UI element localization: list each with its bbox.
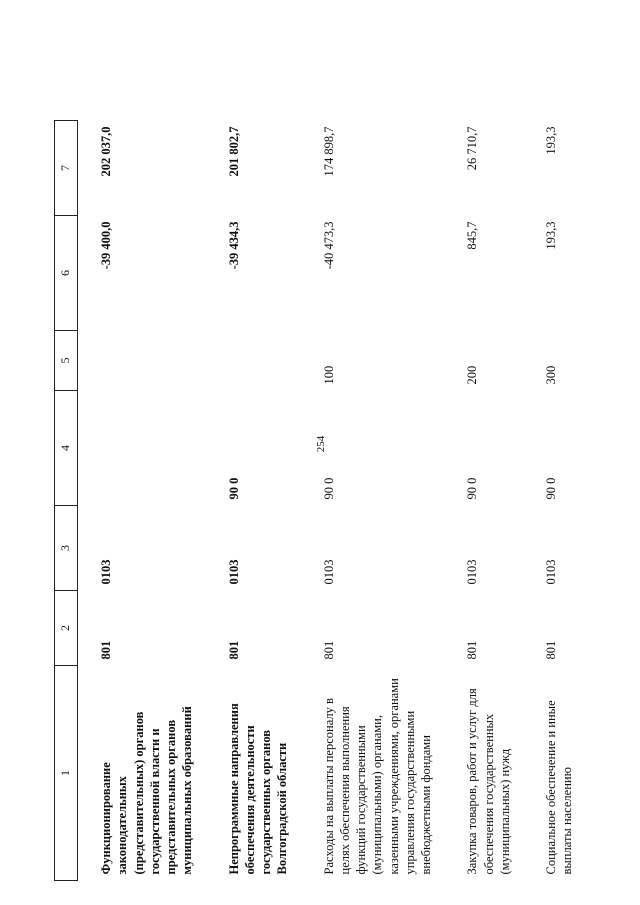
row-amount-6: 845,7 xyxy=(465,221,480,250)
row-code-5: 200 xyxy=(465,365,480,385)
row-code-4: 90 0 xyxy=(321,477,336,500)
col-header-7: 7 xyxy=(55,121,78,216)
row-name: Функционирование законодательных (представительных) органов государственной власти и представительных органов муниципальных образований xyxy=(99,706,195,875)
row-amount-7: 202 037,0 xyxy=(99,126,113,177)
table-row xyxy=(301,121,445,881)
row-name: Расходы на выплаты персоналу в целях обеспечения выполнения функций государственными (муниципальными) органами, казенными учреждениями, органами управления государственными внебюджетными фондами xyxy=(321,678,433,875)
rotated-table-container xyxy=(54,121,575,881)
row-name: Закупка товаров, работ и услуг для обеспечения государственных (муниципальных) нужд xyxy=(465,688,512,875)
row-code-2: 801 xyxy=(465,640,480,660)
col-header-3: 3 xyxy=(55,506,78,591)
row-amount-7: 26 710,7 xyxy=(465,126,480,171)
row-code-3: 0103 xyxy=(99,559,113,585)
row-code-3: 0103 xyxy=(321,559,336,585)
row-code-2: 801 xyxy=(99,640,113,660)
table-row xyxy=(206,121,301,881)
table-row xyxy=(78,121,206,881)
row-code-5 xyxy=(78,331,206,391)
col-header-5: 5 xyxy=(55,331,78,391)
row-amount-6: -40 473,3 xyxy=(321,221,336,270)
row-code-5: 300 xyxy=(544,365,558,385)
table-row xyxy=(444,121,523,881)
row-amount-7: 193,3 xyxy=(544,126,558,155)
row-code-3: 0103 xyxy=(465,559,480,585)
row-code-2: 801 xyxy=(321,640,336,660)
row-amount-7: 174 898,7 xyxy=(321,126,336,177)
row-code-3: 0103 xyxy=(226,559,241,585)
row-amount-6: -39 434,3 xyxy=(226,221,241,270)
table-row xyxy=(523,121,586,881)
col-header-1: 1 xyxy=(55,666,78,881)
row-code-3: 0103 xyxy=(544,559,558,585)
row-amount-7: 201 802,7 xyxy=(226,126,241,177)
row-code-4: 90 0 xyxy=(544,477,558,500)
row-code-5: 100 xyxy=(321,365,336,385)
row-amount-6: -39 400,0 xyxy=(99,221,113,270)
row-name: Непрограммные направления обеспечения деятельности государственных органов Волгоградской области xyxy=(226,703,290,875)
row-amount-6: 193,3 xyxy=(544,221,558,250)
page-number: 254 xyxy=(315,435,327,453)
row-code-4: 90 0 xyxy=(465,477,480,500)
row-code-2: 801 xyxy=(226,640,241,660)
col-header-2: 2 xyxy=(55,591,78,666)
row-code-5 xyxy=(206,331,301,391)
row-name: Социальное обеспечение и иные выплаты населению xyxy=(544,700,575,875)
col-header-4: 4 xyxy=(55,391,78,506)
budget-table xyxy=(54,120,586,881)
row-code-4 xyxy=(78,391,206,506)
col-header-6: 6 xyxy=(55,216,78,331)
row-code-4: 90 0 xyxy=(226,477,241,500)
row-code-2: 801 xyxy=(544,640,558,660)
header-row xyxy=(55,121,78,881)
